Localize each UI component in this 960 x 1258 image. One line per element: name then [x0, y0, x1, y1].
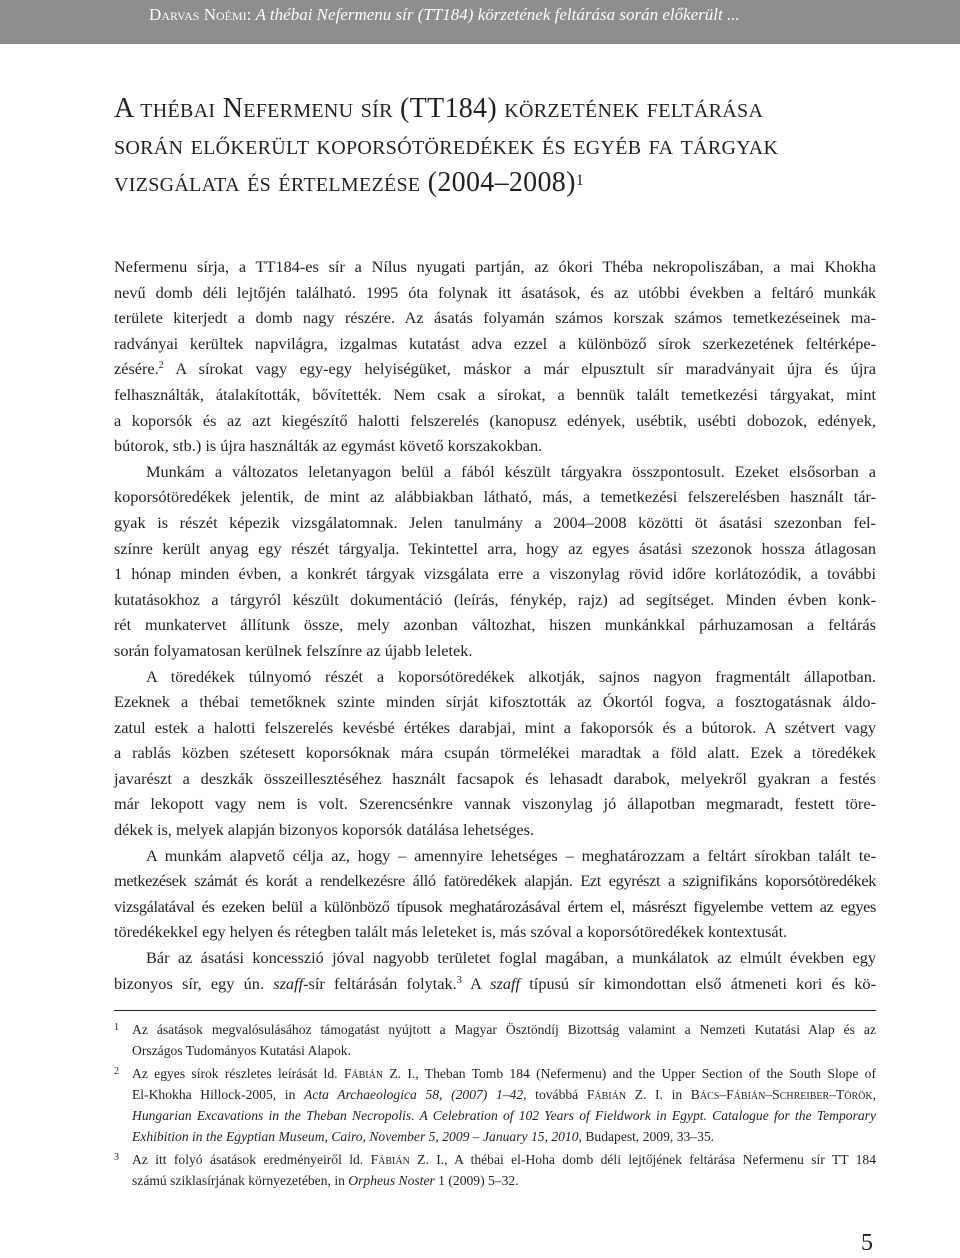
footnote-text: ,	[872, 1087, 876, 1102]
footnote-line	[132, 1084, 876, 1105]
footnote-text: El-Khokha Hillock-2005, in	[132, 1087, 296, 1102]
title-line-3: vizsgálata és értelmezése (2004–2008)	[114, 167, 576, 198]
footnote-line: Az ásatások megvalósulásához támogatást nyújtott a Magyar Ösztöndíj Bizottság valamint a Nemzeti Kutatási Alap és az	[132, 1022, 876, 1037]
footnote-separator	[114, 1010, 876, 1011]
body-line: bútorok, stb.) is újra használták az egymást követő korszakokban.	[114, 436, 543, 456]
footnote-author: Bács–Fábián–Schreiber–Török	[690, 1087, 873, 1102]
footnote-number: 2	[114, 1066, 119, 1077]
body-line: a koporsók és az azt kiegészítő halotti felszerelés (kanopusz edények, usébtik, usébti dobozok, edények,	[114, 410, 876, 430]
paragraph-4	[114, 843, 876, 945]
body-text: A sírokat vagy egy-egy helyiségüket, máskor a már elpusztult sír maradványait újra és újra	[163, 359, 876, 379]
footnote-line	[132, 1063, 876, 1084]
body-line: Ezeknek a thébai temetőknek szinte minden sírját kifosztották az Ókortól fogva, a fosztogatásnak áldo-	[114, 692, 876, 712]
footnote-line	[132, 1126, 876, 1147]
body-text: -sír feltárásán folytak.	[303, 973, 457, 993]
body-line: kutatásokhoz a tárgyról készült dokumentáció (leírás, fénykép, rajz) ad segítséget. Minden évben konk-	[114, 589, 876, 609]
paragraph-3	[114, 664, 876, 843]
page-number: 5	[861, 1230, 873, 1256]
paragraph-2	[114, 459, 876, 664]
body-line: területe kiterjedt a domb nagy részére. Az ásatás folyamán számos korszak számos temetkezéseinek ma-	[114, 308, 876, 328]
footnote-book-title: Hungarian Excavations in the Theban Necropolis. A Celebration of 102 Years of Fieldwork in Egypt. Catalogue for the Temporary	[132, 1108, 876, 1123]
body-line: a rablás közben szétesett koporsóknak mára csupán törmelékei maradtak a föld alatt. Ezek a töredékek	[114, 743, 876, 763]
body-text: bizonyos sír, egy ún.	[114, 973, 274, 993]
footnote-line	[132, 1149, 876, 1170]
footnote-text: 1 (2009) 5–32.	[434, 1173, 519, 1188]
body-line: már lekopott vagy nem is volt. Szerencsénkre vannak viszonylag jó állapotban megmaradt, festett töre-	[114, 794, 876, 814]
title-line-1: A thébai Nefermenu sír (TT184) körzetének feltárása	[114, 93, 764, 124]
body-line-composite	[114, 971, 876, 997]
body-line: színre került anyag egy részét tárgyalja. Tekintettel arra, hogy az egyes ásatási szezonok hossza átlagosan	[114, 538, 876, 558]
footnote-text: , Theban Tomb 184 (Nefermenu) and the Upper Section of the South Slope of	[415, 1066, 876, 1081]
footnotes	[114, 1019, 876, 1193]
body-italic: szaff	[490, 973, 521, 993]
running-header	[0, 0, 960, 44]
footnote-author: Fábián Z. I.	[370, 1152, 445, 1167]
footnote-line: Országos Tudományos Kutatási Alapok.	[132, 1043, 352, 1058]
body-line-composite	[114, 356, 876, 382]
body-line: vizsgálatával és ezeken belül a különböző típusok meghatározásával értem el, másrészt figyelembe vettem az egyes	[114, 896, 876, 916]
footnote-ref-3: 3	[456, 974, 462, 986]
body-line: A töredékek túlnyomó részét a koporsótöredékek alkotják, sajnos nagyon fragmentált állapotban.	[146, 666, 876, 686]
footnote-text: , Budapest, 2009, 33–35.	[578, 1129, 715, 1144]
title-line-2: során előkerült koporsótöredékek és egyéb fa tárgyak	[114, 130, 779, 161]
body-line: rét munkatervet állítunk össze, mely azonban változhat, hiszen munkánkkal párhuzamosan a feltárás	[114, 615, 876, 635]
running-header-text	[149, 5, 740, 25]
body-line: javarészt a deszkák összeillesztéséhez használt facsapok és lehasadt darabok, melyekről gyakran a festés	[114, 768, 876, 788]
footnote-ref-2: 2	[158, 360, 164, 372]
body-line: felhasználták, átalakították, bővítették. Nem csak a sírokat, a bennük talált temetkezési tárgyakat, mint	[114, 384, 876, 404]
paragraph-1	[114, 254, 876, 459]
body-line: Nefermenu sírja, a TT184-es sír a Nílus nyugati partján, az ókori Théba nekropoliszában, a mai Khokha	[114, 257, 876, 276]
header-author: Darvas Noémi:	[149, 5, 252, 24]
body-italic: szaff	[273, 973, 304, 993]
body-line: gyak is részét képezik vizsgálatomnak. Jelen tanulmány a 2004–2008 közötti öt ásatási szezonban fel-	[114, 512, 876, 532]
footnote-text: számú sziklasírjának környezetében, in	[132, 1173, 345, 1188]
footnote-text: in	[662, 1087, 683, 1102]
paragraph-5	[114, 945, 876, 996]
footnote-text: Az itt folyó ásatások eredményeiről ld.	[132, 1152, 364, 1167]
footnote-text: , továbbá	[523, 1087, 579, 1102]
footnote-number: 1	[114, 1022, 119, 1033]
footnote-2	[114, 1063, 876, 1147]
body-line: radványai kerültek napvilágra, izgalmas kutatást adva ezzel a különböző sírok szerkezetének feltérképe-	[114, 333, 876, 353]
body-line: során folyamatosan kerülnek felszínre az újabb leletek.	[114, 640, 473, 660]
body-line: A munkám alapvető célja az, hogy – amennyire lehetséges – meghatározzam a feltárt sírokban talált te-	[146, 845, 876, 865]
body-line: metkezések számát és korát a rendelkezésre álló fatöredékek alapján. Ezt egyrészt a szignifikáns koporsótöredékek	[114, 871, 876, 891]
body-text: zésére.	[114, 359, 159, 379]
footnote-1	[114, 1019, 876, 1061]
footnote-journal: Acta Archaeologica 58, (2007) 1–42	[304, 1087, 524, 1102]
footnote-text: , A thébai el-Hoha domb déli lejtőjének feltárása Nefermenu sír TT 184	[444, 1152, 876, 1167]
footnote-text: Az egyes sírok részletes leírását ld.	[132, 1066, 338, 1081]
body-line: nevű domb déli lejtőjén található. 1995 óta folynak itt ásatások, és az utóbbi években a feltáró munkák	[114, 282, 876, 302]
body-line: zatul estek a halotti felszerelés kevésbé értékes darabjai, mint a fakoporsók és a bútorok. A szétvert vagy	[114, 717, 876, 737]
article-body	[114, 254, 876, 996]
body-text: típusú sír kimondottan első átmeneti kori és kö-	[520, 973, 876, 993]
footnote-line	[132, 1170, 876, 1191]
footnote-book-title: Exhibition in the Egyptian Museum, Cairo, November 5, 2009 – January 15, 2010	[132, 1129, 579, 1144]
body-text: A	[461, 973, 491, 993]
body-line: Bár az ásatási koncesszió jóval nagyobb területet foglal magában, a munkálatok az elmúlt években egy	[146, 948, 876, 968]
title-footnote-mark: 1	[575, 172, 585, 189]
footnote-journal: Orpheus Noster	[348, 1173, 435, 1188]
body-line: töredékekkel egy helyen és rétegben talált más leleteket is, más szóval a koporsótöredékek kontextusát.	[114, 922, 788, 942]
footnote-3	[114, 1149, 876, 1191]
footnote-number: 3	[114, 1152, 119, 1163]
footnote-author: Fábián Z. I.	[343, 1066, 416, 1081]
header-running-title: A thébai Nefermenu sír (TT184) körzetének feltárása során előkerült ...	[255, 5, 740, 24]
article-title	[114, 90, 874, 201]
body-line: koporsótöredékek jelentik, de mint az alábbiakban látható, más, a temetkezési felszerelésben használt tár-	[114, 487, 876, 507]
footnote-line	[132, 1105, 876, 1126]
body-line: 1 hónap minden évben, a konkrét tárgyak vizsgálata erre a viszonylag rövid időre korlátozódik, a további	[114, 564, 876, 584]
body-line: Munkám a változatos leletanyagon belül a fából készült tárgyakra összpontosult. Ezeket elsősorban a	[146, 461, 876, 481]
footnote-author: Fábián Z. I.	[586, 1087, 663, 1102]
body-line: dékek is, melyek alapján bizonyos koporsók datálása lehetséges.	[114, 820, 535, 840]
